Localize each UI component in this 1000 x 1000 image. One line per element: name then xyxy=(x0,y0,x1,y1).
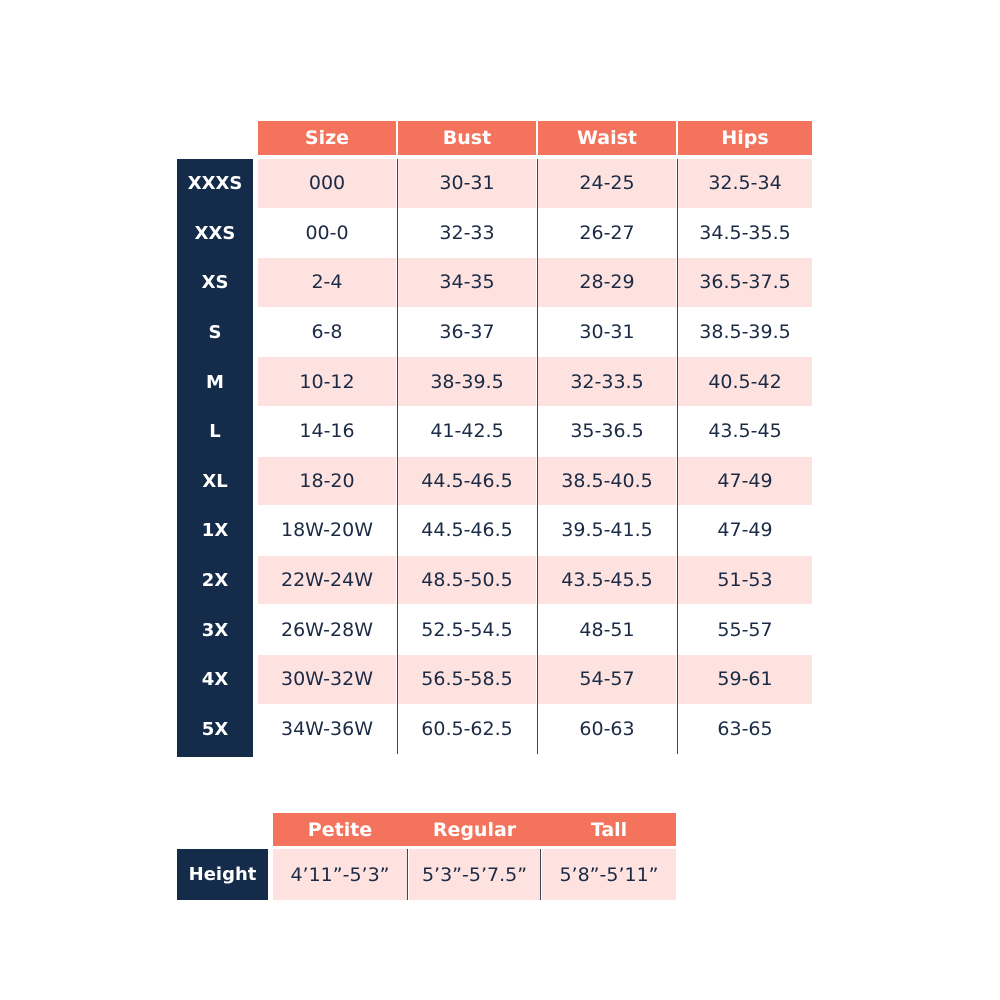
size-label: XL xyxy=(177,457,253,507)
size-label: 5X xyxy=(177,705,253,755)
table-cell: 32.5-34 xyxy=(678,159,812,208)
column-header-hips: Hips xyxy=(678,121,812,155)
size-label: XXXS xyxy=(177,159,253,209)
column-header-waist: Waist xyxy=(538,121,676,155)
height-header-tall: Tall xyxy=(542,813,676,846)
table-cell: 54-57 xyxy=(538,655,676,704)
table-cell: 38.5-40.5 xyxy=(538,457,676,506)
table-cell: 26-27 xyxy=(579,221,635,244)
column-divider xyxy=(677,159,678,754)
height-label: Height xyxy=(177,849,268,900)
table-cell: 39.5-41.5 xyxy=(561,519,653,542)
column-divider xyxy=(407,849,408,900)
size-label: 4X xyxy=(177,655,253,705)
table-cell: 40.5-42 xyxy=(678,357,812,406)
table-cell: 14-16 xyxy=(299,420,355,443)
height-cell: 5’3”-5’7.5” xyxy=(409,849,540,900)
table-cell: 41-42.5 xyxy=(430,420,504,443)
size-label: XXS xyxy=(177,209,253,259)
column-header-bust: Bust xyxy=(398,121,536,155)
table-cell: 34-35 xyxy=(398,258,536,307)
table-cell: 18-20 xyxy=(258,457,396,506)
table-cell: 51-53 xyxy=(678,556,812,605)
table-cell: 10-12 xyxy=(258,357,396,406)
table-cell: 60-63 xyxy=(579,717,635,740)
column-header-size: Size xyxy=(258,121,396,155)
table-cell: 60.5-62.5 xyxy=(421,717,513,740)
table-cell: 48-51 xyxy=(579,618,635,641)
table-cell: 30-31 xyxy=(398,159,536,208)
size-label: 3X xyxy=(177,605,253,655)
table-cell: 35-36.5 xyxy=(570,420,644,443)
size-label: 1X xyxy=(177,506,253,556)
table-cell: 44.5-46.5 xyxy=(398,457,536,506)
table-cell: 43.5-45 xyxy=(708,420,782,443)
table-cell: 24-25 xyxy=(538,159,676,208)
table-cell: 000 xyxy=(258,159,396,208)
table-cell: 30-31 xyxy=(579,321,635,344)
column-divider xyxy=(537,159,538,754)
table-cell: 36-37 xyxy=(439,321,495,344)
table-cell: 34W-36W xyxy=(280,717,373,740)
table-cell: 48.5-50.5 xyxy=(398,556,536,605)
table-cell: 47-49 xyxy=(678,457,812,506)
table-cell: 52.5-54.5 xyxy=(421,618,513,641)
table-cell: 55-57 xyxy=(717,618,773,641)
table-cell: 6-8 xyxy=(311,321,343,344)
table-cell: 47-49 xyxy=(717,519,773,542)
height-header-regular: Regular xyxy=(409,813,540,846)
table-cell: 2-4 xyxy=(258,258,396,307)
height-cell: 5’8”-5’11” xyxy=(542,849,676,900)
table-cell: 36.5-37.5 xyxy=(678,258,812,307)
size-label: S xyxy=(177,308,253,358)
table-cell: 30W-32W xyxy=(258,655,396,704)
table-cell: 32-33 xyxy=(439,221,495,244)
table-cell: 43.5-45.5 xyxy=(538,556,676,605)
size-label: M xyxy=(177,357,253,407)
size-label: XS xyxy=(177,258,253,308)
table-cell: 34.5-35.5 xyxy=(699,221,791,244)
table-cell: 59-61 xyxy=(678,655,812,704)
size-label: L xyxy=(177,407,253,457)
table-cell: 38.5-39.5 xyxy=(699,321,791,344)
size-label: 2X xyxy=(177,556,253,606)
table-cell: 00-0 xyxy=(305,221,349,244)
table-cell: 28-29 xyxy=(538,258,676,307)
height-cell: 4’11”-5’3” xyxy=(273,849,407,900)
table-cell: 63-65 xyxy=(717,717,773,740)
table-cell: 22W-24W xyxy=(258,556,396,605)
table-cell: 44.5-46.5 xyxy=(421,519,513,542)
table-cell: 26W-28W xyxy=(280,618,373,641)
table-cell: 56.5-58.5 xyxy=(398,655,536,704)
column-divider xyxy=(540,849,541,900)
table-cell: 38-39.5 xyxy=(398,357,536,406)
height-header-petite: Petite xyxy=(273,813,407,846)
column-divider xyxy=(397,159,398,754)
table-cell: 18W-20W xyxy=(280,519,373,542)
table-cell: 32-33.5 xyxy=(538,357,676,406)
